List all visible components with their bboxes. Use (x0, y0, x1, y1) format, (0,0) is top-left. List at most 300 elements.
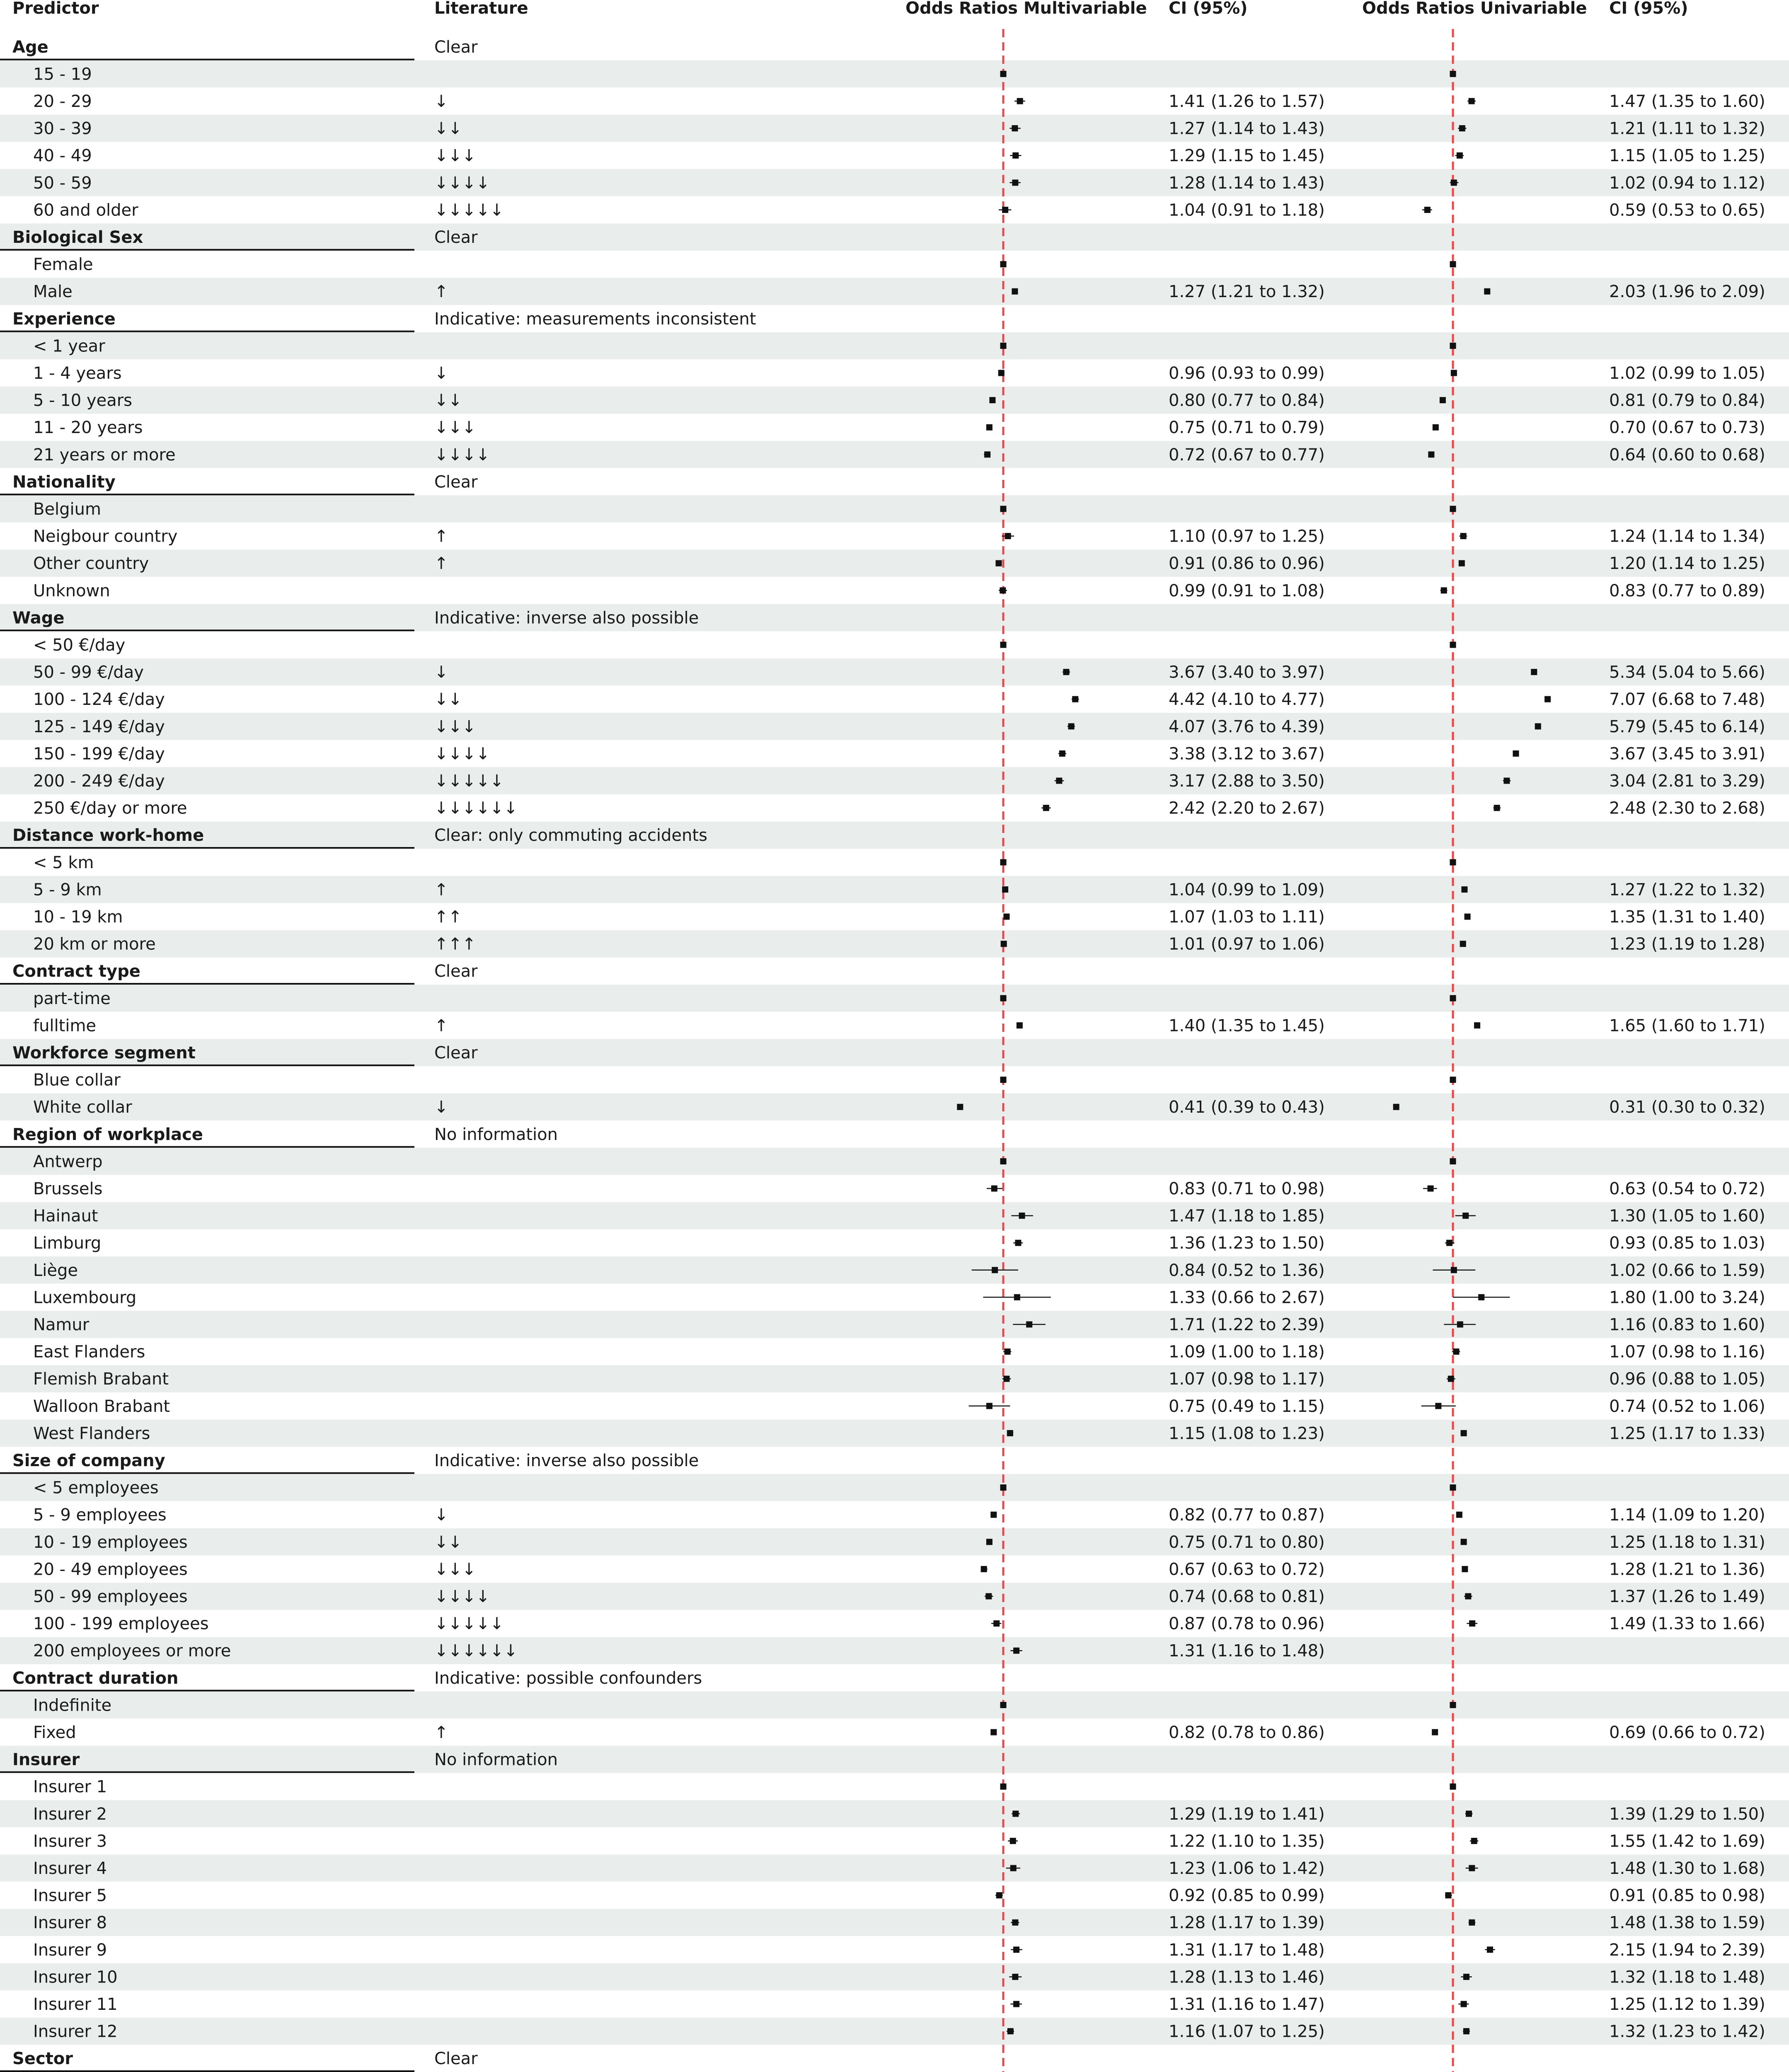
univariable-point-estimate (1433, 424, 1439, 431)
multivariable-point-estimate (1000, 71, 1007, 77)
multivariable-point-estimate (1003, 914, 1009, 920)
multivariable-point-estimate (990, 1512, 997, 1518)
ci-univariable-value: 1.07 (0.98 to 1.16) (1609, 1342, 1765, 1362)
multivariable-point-estimate (1000, 343, 1007, 349)
ci-multivariable-value: 1.28 (1.17 to 1.39) (1169, 1913, 1325, 1933)
predictor-level-label: Neigbour country (33, 527, 178, 546)
univariable-point-estimate (1450, 1077, 1456, 1083)
ci-univariable-value: 0.31 (0.30 to 0.32) (1609, 1098, 1765, 1117)
group-label: Age (12, 37, 48, 57)
ci-multivariable-value: 1.27 (1.14 to 1.43) (1169, 119, 1325, 138)
row-stripe (0, 495, 1789, 523)
predictor-level-label: Insurer 8 (33, 1913, 107, 1933)
univariable-point-estimate (1457, 152, 1463, 159)
literature-arrows: ↓↓↓↓↓↓ (434, 1641, 518, 1661)
ci-multivariable-value: 1.29 (1.19 to 1.41) (1169, 1804, 1325, 1824)
literature-arrows: ↓↓↓ (434, 146, 476, 166)
ci-multivariable-value: 3.38 (3.12 to 3.67) (1169, 744, 1325, 764)
ci-multivariable-value: 0.92 (0.85 to 0.99) (1169, 1886, 1325, 1905)
multivariable-point-estimate (1000, 995, 1007, 1001)
predictor-level-label: 200 - 249 €/day (33, 772, 165, 791)
ci-multivariable-value: 1.16 (1.07 to 1.25) (1169, 2022, 1325, 2041)
ci-univariable-value: 0.74 (0.52 to 1.06) (1609, 1397, 1765, 1416)
group-label: Nationality (12, 472, 116, 492)
univariable-point-estimate (1462, 1566, 1468, 1572)
predictor-level-label: Antwerp (33, 1152, 103, 1172)
ci-univariable-value: 1.49 (1.33 to 1.66) (1609, 1614, 1765, 1634)
row-stripe (0, 1474, 1789, 1501)
predictor-level-label: Other country (33, 554, 149, 574)
univariable-point-estimate (1445, 1892, 1451, 1898)
literature-arrows: ↓↓↓↓↓ (434, 772, 504, 791)
multivariable-point-estimate (1005, 533, 1011, 539)
multivariable-point-estimate (1014, 1294, 1020, 1300)
row-stripe (0, 2018, 1789, 2045)
row-stripe (0, 1583, 1789, 1610)
multivariable-point-estimate (990, 1729, 997, 1736)
multivariable-point-estimate (1005, 1348, 1011, 1355)
group-label: Distance work-home (12, 826, 204, 845)
ci-multivariable-value: 0.41 (0.39 to 0.43) (1169, 1098, 1325, 1117)
row-stripe (0, 1528, 1789, 1556)
univariable-point-estimate (1461, 1430, 1467, 1436)
header-odds-ratios-univariable: Odds Ratios Univariable (1362, 0, 1587, 18)
multivariable-point-estimate (1059, 750, 1065, 757)
ci-multivariable-value: 1.15 (1.08 to 1.23) (1169, 1424, 1325, 1443)
multivariable-point-estimate (995, 560, 1002, 566)
univariable-point-estimate (1450, 1484, 1456, 1491)
multivariable-point-estimate (1010, 1865, 1017, 1871)
multivariable-point-estimate (998, 370, 1005, 376)
literature-arrows: ↓ (434, 1098, 448, 1117)
ci-univariable-value: 1.21 (1.11 to 1.32) (1609, 119, 1765, 138)
multivariable-point-estimate (1012, 1920, 1018, 1926)
ci-multivariable-value: 1.47 (1.18 to 1.85) (1169, 1206, 1325, 1226)
header-literature: Literature (434, 0, 528, 18)
row-stripe (0, 1365, 1789, 1392)
univariable-point-estimate (1462, 1213, 1469, 1219)
literature-arrows: ↓↓ (434, 391, 462, 410)
predictor-level-label: 1 - 4 years (33, 364, 122, 383)
literature-note: No information (434, 1125, 558, 1144)
multivariable-point-estimate (957, 1104, 963, 1110)
ci-multivariable-value: 0.67 (0.63 to 0.72) (1169, 1560, 1325, 1579)
multivariable-point-estimate (1012, 152, 1019, 159)
row-stripe (0, 1093, 1789, 1121)
multivariable-point-estimate (1013, 1946, 1019, 1953)
row-stripe (0, 115, 1789, 142)
ci-multivariable-value: 1.31 (1.16 to 1.48) (1169, 1641, 1325, 1661)
literature-note: Clear (434, 37, 478, 57)
literature-arrows: ↓ (434, 1506, 448, 1525)
ci-univariable-value: 0.64 (0.60 to 0.68) (1609, 445, 1765, 465)
multivariable-point-estimate (1012, 288, 1018, 295)
univariable-point-estimate (1487, 1946, 1493, 1953)
literature-note: Clear (434, 962, 478, 981)
row-stripe (0, 387, 1789, 414)
multivariable-point-estimate (1019, 1213, 1025, 1219)
predictor-level-label: West Flanders (33, 1424, 150, 1443)
ci-multivariable-value: 1.29 (1.15 to 1.45) (1169, 146, 1325, 166)
ci-univariable-value: 1.30 (1.05 to 1.60) (1609, 1206, 1765, 1226)
literature-arrows: ↓↓ (434, 690, 462, 709)
multivariable-point-estimate (1013, 2001, 1019, 2007)
ci-univariable-value: 0.63 (0.54 to 0.72) (1609, 1179, 1765, 1198)
header-ci-univariable: CI (95%) (1609, 0, 1688, 18)
ci-univariable-value: 1.55 (1.42 to 1.69) (1609, 1832, 1765, 1851)
row-stripe (0, 332, 1789, 360)
multivariable-point-estimate (1012, 1811, 1019, 1817)
predictor-level-label: Hainaut (33, 1206, 98, 1226)
predictor-level-label: 50 - 99 employees (33, 1587, 188, 1606)
literature-arrows: ↓ (434, 92, 448, 111)
literature-arrows: ↓↓↓↓ (434, 445, 490, 465)
predictor-level-label: < 50 €/day (33, 636, 126, 655)
predictor-level-label: 40 - 49 (33, 146, 92, 166)
ci-multivariable-value: 1.09 (1.00 to 1.18) (1169, 1342, 1325, 1362)
predictor-level-label: Indefinite (33, 1696, 112, 1715)
univariable-point-estimate (1451, 370, 1457, 376)
predictor-level-label: Brussels (33, 1179, 103, 1198)
ci-univariable-value: 1.23 (1.19 to 1.28) (1609, 934, 1765, 954)
literature-arrows: ↓↓ (434, 119, 462, 138)
literature-note: Clear (434, 2049, 478, 2069)
predictor-level-label: 30 - 39 (33, 119, 92, 138)
predictor-level-label: 50 - 99 €/day (33, 663, 144, 682)
ci-multivariable-value: 1.71 (1.22 to 2.39) (1169, 1315, 1325, 1334)
ci-multivariable-value: 1.28 (1.13 to 1.46) (1169, 1968, 1325, 1987)
literature-arrows: ↓↓↓ (434, 1560, 476, 1579)
predictor-level-label: Flemish Brabant (33, 1370, 169, 1389)
ci-multivariable-value: 0.99 (0.91 to 1.08) (1169, 581, 1325, 600)
row-stripe (0, 169, 1789, 196)
ci-univariable-value: 1.20 (1.14 to 1.25) (1609, 554, 1765, 574)
ci-univariable-value: 0.59 (0.53 to 0.65) (1609, 201, 1765, 220)
row-stripe (0, 1039, 1789, 1066)
univariable-point-estimate (1450, 1784, 1456, 1790)
predictor-level-label: Insurer 2 (33, 1804, 107, 1824)
ci-univariable-value: 2.15 (1.94 to 2.39) (1609, 1940, 1765, 1960)
predictor-level-label: Luxembourg (33, 1288, 137, 1307)
row-stripe (0, 1637, 1789, 1664)
ci-multivariable-value: 1.31 (1.16 to 1.47) (1169, 1995, 1325, 2014)
multivariable-point-estimate (1000, 587, 1006, 593)
row-stripe (0, 1746, 1789, 1773)
row-stripe (0, 1909, 1789, 1936)
univariable-point-estimate (1469, 1920, 1475, 1926)
ci-univariable-value: 1.32 (1.18 to 1.48) (1609, 1968, 1765, 1987)
header-predictor: Predictor (12, 0, 99, 18)
multivariable-point-estimate (992, 1267, 998, 1273)
ci-multivariable-value: 0.84 (0.52 to 1.36) (1169, 1261, 1325, 1280)
row-stripe (0, 713, 1789, 740)
univariable-point-estimate (1471, 1838, 1477, 1844)
predictor-level-label: Belgium (33, 500, 101, 519)
multivariable-point-estimate (1056, 778, 1062, 784)
multivariable-point-estimate (984, 451, 990, 457)
predictor-level-label: 200 employees or more (33, 1641, 231, 1661)
univariable-point-estimate (1428, 451, 1434, 457)
ci-univariable-value: 2.03 (1.96 to 2.09) (1609, 282, 1765, 302)
univariable-point-estimate (1463, 2028, 1469, 2034)
predictor-level-label: 11 - 20 years (33, 418, 143, 438)
group-label: Size of company (12, 1451, 165, 1470)
ci-univariable-value: 1.37 (1.26 to 1.49) (1609, 1587, 1765, 1606)
multivariable-point-estimate (1063, 669, 1069, 675)
literature-note: Indicative: possible confounders (434, 1668, 702, 1688)
row-stripe (0, 441, 1789, 468)
univariable-point-estimate (1513, 750, 1519, 757)
predictor-level-label: Insurer 5 (33, 1886, 107, 1905)
row-stripe (0, 1420, 1789, 1447)
ci-univariable-value: 0.96 (0.88 to 1.05) (1609, 1370, 1765, 1389)
predictor-level-label: fulltime (33, 1016, 97, 1036)
ci-multivariable-value: 1.22 (1.10 to 1.35) (1169, 1832, 1325, 1851)
row-stripe (0, 1692, 1789, 1719)
ci-univariable-value: 1.65 (1.60 to 1.71) (1609, 1016, 1765, 1036)
ci-multivariable-value: 2.42 (2.20 to 2.67) (1169, 799, 1325, 818)
univariable-point-estimate (1544, 696, 1551, 702)
univariable-point-estimate (1460, 533, 1467, 539)
literature-arrows: ↓↓↓↓↓ (434, 1614, 504, 1634)
predictor-level-label: East Flanders (33, 1342, 145, 1362)
row-stripe (0, 1256, 1789, 1284)
literature-note: Indicative: inverse also possible (434, 1451, 699, 1470)
literature-arrows: ↓↓↓↓ (434, 173, 490, 193)
univariable-point-estimate (1451, 1267, 1457, 1273)
literature-note: Indicative: measurements inconsistent (434, 309, 756, 329)
univariable-point-estimate (1440, 397, 1446, 403)
ci-univariable-value: 1.02 (0.99 to 1.05) (1609, 364, 1765, 383)
row-stripe (0, 1963, 1789, 1991)
predictor-level-label: 15 - 19 (33, 65, 92, 84)
univariable-point-estimate (1441, 587, 1447, 593)
ci-multivariable-value: 0.91 (0.86 to 0.96) (1169, 554, 1325, 574)
row-stripe (0, 61, 1789, 88)
ci-univariable-value: 1.25 (1.18 to 1.31) (1609, 1532, 1765, 1552)
multivariable-point-estimate (1003, 1376, 1009, 1382)
literature-arrows: ↑ (434, 527, 448, 546)
ci-univariable-value: 0.83 (0.77 to 0.89) (1609, 581, 1765, 600)
univariable-point-estimate (1428, 1186, 1434, 1192)
predictor-level-label: 100 - 199 employees (33, 1614, 209, 1634)
literature-arrows: ↑↑↑ (434, 934, 476, 954)
ci-univariable-value: 1.24 (1.14 to 1.34) (1609, 527, 1765, 546)
predictor-level-label: Insurer 10 (33, 1968, 118, 1987)
row-stripe (0, 876, 1789, 903)
ci-univariable-value: 1.39 (1.29 to 1.50) (1609, 1804, 1765, 1824)
literature-arrows: ↓↓ (434, 1532, 462, 1552)
univariable-point-estimate (1466, 1811, 1472, 1817)
multivariable-point-estimate (1015, 1240, 1021, 1246)
predictor-level-label: 20 - 29 (33, 92, 92, 111)
predictor-level-label: 10 - 19 km (33, 908, 123, 927)
row-stripe (0, 604, 1789, 632)
univariable-point-estimate (1456, 1512, 1462, 1518)
ci-multivariable-value: 4.42 (4.10 to 4.77) (1169, 690, 1325, 709)
predictor-level-label: 250 €/day or more (33, 799, 187, 818)
predictor-level-label: < 5 employees (33, 1478, 159, 1498)
ci-multivariable-value: 0.80 (0.77 to 0.84) (1169, 391, 1325, 410)
univariable-point-estimate (1453, 1348, 1459, 1355)
group-label: Biological Sex (12, 228, 143, 247)
univariable-point-estimate (1450, 995, 1456, 1001)
univariable-point-estimate (1450, 642, 1456, 648)
multivariable-point-estimate (1068, 723, 1075, 729)
multivariable-point-estimate (1000, 1784, 1007, 1790)
literature-arrows: ↓↓↓↓↓ (434, 201, 504, 220)
multivariable-point-estimate (1000, 261, 1007, 267)
literature-note: Clear (434, 228, 478, 247)
univariable-point-estimate (1450, 506, 1456, 512)
multivariable-point-estimate (1000, 506, 1007, 512)
univariable-point-estimate (1465, 1593, 1471, 1600)
ci-multivariable-value: 1.01 (0.97 to 1.06) (1169, 934, 1325, 954)
ci-univariable-value: 0.81 (0.79 to 0.84) (1609, 391, 1765, 410)
ci-univariable-value: 1.27 (1.22 to 1.32) (1609, 880, 1765, 900)
ci-multivariable-value: 0.83 (0.71 to 0.98) (1169, 1179, 1325, 1198)
literature-note: Indicative: inverse also possible (434, 608, 699, 628)
univariable-point-estimate (1446, 1240, 1453, 1246)
multivariable-point-estimate (1043, 805, 1049, 811)
multivariable-point-estimate (1002, 886, 1008, 893)
ci-multivariable-value: 1.07 (1.03 to 1.11) (1169, 908, 1325, 927)
ci-univariable-value: 0.93 (0.85 to 1.03) (1609, 1234, 1765, 1253)
predictor-level-label: Insurer 3 (33, 1832, 107, 1851)
literature-arrows: ↓↓↓ (434, 717, 476, 736)
row-stripe (0, 549, 1789, 577)
ci-multivariable-value: 0.75 (0.71 to 0.79) (1169, 418, 1325, 438)
predictor-level-label: Namur (33, 1315, 90, 1334)
univariable-point-estimate (1484, 288, 1490, 295)
literature-arrows: ↓↓↓↓↓↓ (434, 799, 518, 818)
multivariable-point-estimate (1000, 859, 1007, 865)
ci-univariable-value: 1.32 (1.23 to 1.42) (1609, 2022, 1765, 2041)
literature-arrows: ↓ (434, 364, 448, 383)
ci-multivariable-value: 1.04 (0.91 to 1.18) (1169, 201, 1325, 220)
ci-univariable-value: 1.14 (1.09 to 1.20) (1609, 1506, 1765, 1525)
univariable-point-estimate (1450, 1702, 1456, 1708)
multivariable-point-estimate (1017, 98, 1023, 104)
multivariable-point-estimate (1000, 1484, 1007, 1491)
univariable-point-estimate (1450, 859, 1456, 865)
predictor-level-label: 100 - 124 €/day (33, 690, 165, 709)
ci-univariable-value: 1.15 (1.05 to 1.25) (1609, 146, 1765, 166)
predictor-level-label: 5 - 10 years (33, 391, 133, 410)
ci-multivariable-value: 1.23 (1.06 to 1.42) (1169, 1859, 1325, 1878)
predictor-level-label: White collar (33, 1098, 132, 1117)
univariable-point-estimate (1460, 941, 1466, 947)
literature-arrows: ↓↓↓↓ (434, 744, 490, 764)
multivariable-point-estimate (1012, 1974, 1018, 1980)
univariable-point-estimate (1461, 1539, 1467, 1545)
univariable-point-estimate (1469, 98, 1475, 104)
row-stripe (0, 985, 1789, 1012)
group-label: Experience (12, 309, 116, 329)
literature-arrows: ↑ (434, 1016, 448, 1036)
ci-univariable-value: 0.70 (0.67 to 0.73) (1609, 418, 1765, 438)
ci-multivariable-value: 1.33 (0.66 to 2.67) (1169, 1288, 1325, 1307)
predictor-level-label: 50 - 59 (33, 173, 92, 193)
row-stripe (0, 930, 1789, 958)
predictor-level-label: 5 - 9 km (33, 880, 102, 900)
row-stripe (0, 278, 1789, 305)
ci-multivariable-value: 1.27 (1.21 to 1.32) (1169, 282, 1325, 302)
group-label: Sector (12, 2049, 73, 2069)
multivariable-point-estimate (996, 1892, 1002, 1898)
header-ci-multivariable: CI (95%) (1169, 0, 1248, 18)
univariable-point-estimate (1461, 886, 1467, 893)
row-stripe (0, 223, 1789, 251)
ci-univariable-value: 1.25 (1.12 to 1.39) (1609, 1995, 1765, 2014)
header-odds-ratios-multivariable: Odds Ratios Multivariable (905, 0, 1147, 18)
literature-arrows: ↑ (434, 880, 448, 900)
ci-multivariable-value: 0.75 (0.49 to 1.15) (1169, 1397, 1325, 1416)
univariable-point-estimate (1448, 1376, 1454, 1382)
univariable-point-estimate (1535, 723, 1541, 729)
univariable-point-estimate (1478, 1294, 1484, 1300)
univariable-point-estimate (1461, 2001, 1467, 2007)
multivariable-point-estimate (1013, 1648, 1019, 1654)
literature-arrows: ↓ (434, 663, 448, 682)
multivariable-point-estimate (981, 1566, 987, 1572)
group-label: Region of workplace (12, 1125, 203, 1144)
ci-multivariable-value: 1.10 (0.97 to 1.25) (1169, 527, 1325, 546)
ci-univariable-value: 1.25 (1.17 to 1.33) (1609, 1424, 1765, 1443)
literature-arrows: ↑ (434, 554, 448, 574)
univariable-point-estimate (1450, 343, 1456, 349)
ci-univariable-value: 0.91 (0.85 to 0.98) (1609, 1886, 1765, 1905)
univariable-point-estimate (1469, 1865, 1475, 1871)
ci-univariable-value: 3.67 (3.45 to 3.91) (1609, 744, 1765, 764)
predictor-level-label: Limburg (33, 1234, 102, 1253)
row-stripe (0, 658, 1789, 686)
univariable-point-estimate (1469, 1620, 1475, 1627)
univariable-point-estimate (1393, 1104, 1399, 1110)
ci-univariable-value: 0.69 (0.66 to 0.72) (1609, 1723, 1765, 1742)
ci-multivariable-value: 1.07 (0.98 to 1.17) (1169, 1370, 1325, 1389)
multivariable-point-estimate (1012, 179, 1018, 186)
ci-multivariable-value: 0.72 (0.67 to 0.77) (1169, 445, 1325, 465)
predictor-level-label: 5 - 9 employees (33, 1506, 167, 1525)
univariable-point-estimate (1494, 805, 1500, 811)
predictor-level-label: 125 - 149 €/day (33, 717, 165, 736)
predictor-level-label: Insurer 11 (33, 1995, 118, 2014)
predictor-level-label: < 1 year (33, 336, 105, 356)
ci-multivariable-value: 0.82 (0.77 to 0.87) (1169, 1506, 1325, 1525)
ci-multivariable-value: 4.07 (3.76 to 4.39) (1169, 717, 1325, 736)
row-stripe (0, 1800, 1789, 1828)
multivariable-point-estimate (1007, 2028, 1014, 2034)
group-label: Wage (12, 608, 65, 628)
univariable-point-estimate (1463, 1974, 1469, 1980)
ci-univariable-value: 3.04 (2.81 to 3.29) (1609, 772, 1765, 791)
predictor-level-label: Female (33, 255, 93, 274)
ci-univariable-value: 1.28 (1.21 to 1.36) (1609, 1560, 1765, 1579)
predictor-level-label: 20 - 49 employees (33, 1560, 188, 1579)
multivariable-point-estimate (993, 1620, 1000, 1627)
predictor-level-label: Liège (33, 1261, 78, 1280)
ci-univariable-value: 1.47 (1.35 to 1.60) (1609, 92, 1765, 111)
multivariable-point-estimate (989, 397, 995, 403)
multivariable-point-estimate (1000, 1702, 1007, 1708)
ci-multivariable-value: 1.04 (0.99 to 1.09) (1169, 880, 1325, 900)
ci-multivariable-value: 3.67 (3.40 to 3.97) (1169, 663, 1325, 682)
ci-univariable-value: 7.07 (6.68 to 7.48) (1609, 690, 1765, 709)
predictor-level-label: Walloon Brabant (33, 1397, 170, 1416)
literature-arrows: ↓↓↓ (434, 418, 476, 438)
predictor-level-label: Insurer 1 (33, 1777, 107, 1797)
